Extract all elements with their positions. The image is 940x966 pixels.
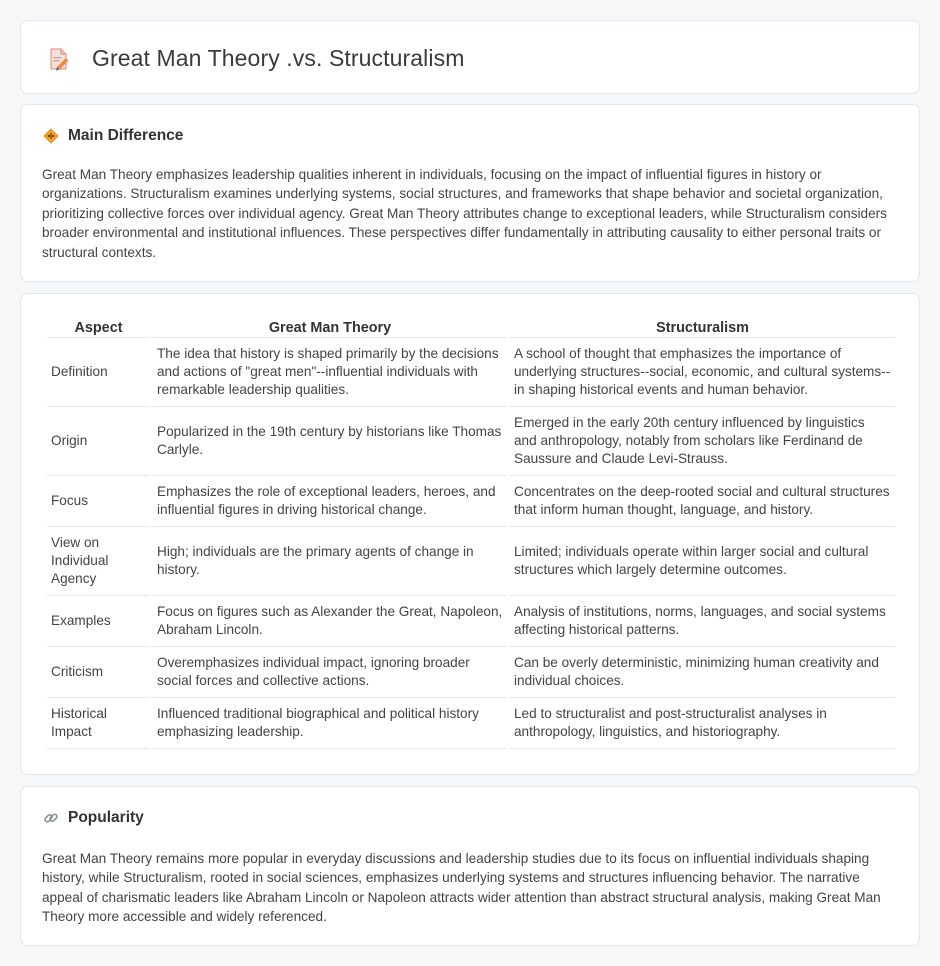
aspect-cell: Criticism bbox=[47, 647, 150, 698]
structuralism-cell: Limited; individuals operate within larger social and cultural structures which largely determine outcomes. bbox=[510, 527, 895, 596]
great-man-cell: Focus on figures such as Alexander the Great, Napoleon, Abraham Lincoln. bbox=[153, 596, 507, 647]
main-difference-title: Main Difference bbox=[68, 127, 184, 144]
great-man-cell: The idea that history is shaped primarily by the decisions and actions of "great men"--influential individuals with remarkable leadership qualities. bbox=[153, 338, 507, 407]
structuralism-cell: Can be overly deterministic, minimizing human creativity and individual choices. bbox=[510, 647, 895, 698]
popularity-heading bbox=[43, 809, 144, 827]
great-man-cell: Influenced traditional biographical and political history emphasizing leadership. bbox=[153, 698, 507, 749]
table-row bbox=[47, 596, 895, 647]
table-row bbox=[47, 476, 895, 527]
main-difference-heading bbox=[43, 127, 183, 145]
structuralism-cell: Concentrates on the deep-rooted social and cultural structures that inform human thought, language, and history. bbox=[510, 476, 895, 527]
table-header-row bbox=[47, 314, 895, 338]
popularity-title: Popularity bbox=[68, 809, 144, 826]
link-icon bbox=[43, 810, 59, 826]
aspect-cell: Historical Impact bbox=[47, 698, 150, 749]
structuralism-cell: Emerged in the early 20th century influenced by linguistics and anthropology, notably from scholars like Ferdinand de Saussure and Claude Levi-Strauss. bbox=[510, 407, 895, 476]
great-man-cell: Overemphasizes individual impact, ignoring broader social forces and collective actions. bbox=[153, 647, 507, 698]
main-difference-card bbox=[20, 104, 920, 282]
structuralism-cell: Analysis of institutions, norms, languages, and social systems affecting historical patterns. bbox=[510, 596, 895, 647]
popularity-card bbox=[20, 786, 920, 946]
aspect-cell: Examples bbox=[47, 596, 150, 647]
diamond-icon bbox=[43, 128, 59, 144]
column-header-great-man: Great Man Theory bbox=[153, 314, 507, 338]
aspect-cell: Origin bbox=[47, 407, 150, 476]
table-row bbox=[47, 698, 895, 749]
aspect-cell: Definition bbox=[47, 338, 150, 407]
page-title: Great Man Theory .vs. Structuralism bbox=[92, 45, 465, 71]
great-man-cell: Emphasizes the role of exceptional leaders, heroes, and influential figures in driving historical change. bbox=[153, 476, 507, 527]
comparison-table bbox=[44, 314, 898, 749]
column-header-aspect: Aspect bbox=[47, 314, 150, 338]
structuralism-cell: Led to structuralist and post-structuralist analyses in anthropology, linguistics, and historiography. bbox=[510, 698, 895, 749]
table-row bbox=[47, 407, 895, 476]
popularity-text: Great Man Theory remains more popular in everyday discussions and leadership studies due to its focus on influential individuals shaping history, while Structuralism, rooted in social sciences, emphasizes underlying systems and structures influencing behavior. The narrative appeal of charismatic leaders like Abraham Lincoln or Napoleon attracts wider attention than abstract structural analysis, making Great Man Theory more accessible and widely referenced. bbox=[42, 851, 881, 925]
table-row bbox=[47, 647, 895, 698]
aspect-cell: View on Individual Agency bbox=[47, 527, 150, 596]
header-card bbox=[20, 20, 920, 94]
great-man-cell: Popularized in the 19th century by historians like Thomas Carlyle. bbox=[153, 407, 507, 476]
comparison-table-card bbox=[20, 293, 920, 775]
document-edit-icon bbox=[47, 47, 71, 71]
column-header-structuralism: Structuralism bbox=[510, 314, 895, 338]
table-row bbox=[47, 527, 895, 596]
aspect-cell: Focus bbox=[47, 476, 150, 527]
table-row bbox=[47, 338, 895, 407]
main-difference-text: Great Man Theory emphasizes leadership qualities inherent in individuals, focusing on the impact of influential figures in history or organizations. Structuralism examines underlying systems, social structures, and frameworks that shape behavior and societal organization, prioritizing collective forces over individual agency. Great Man Theory attributes change to exceptional leaders, while Structuralism considers broader environmental and institutional influences. These perspectives differ fundamentally in attributing causality to either personal traits or structural contexts. bbox=[42, 167, 887, 260]
structuralism-cell: A school of thought that emphasizes the importance of underlying structures--social, economic, and cultural systems--in shaping historical events and human behavior. bbox=[510, 338, 895, 407]
great-man-cell: High; individuals are the primary agents of change in history. bbox=[153, 527, 507, 596]
